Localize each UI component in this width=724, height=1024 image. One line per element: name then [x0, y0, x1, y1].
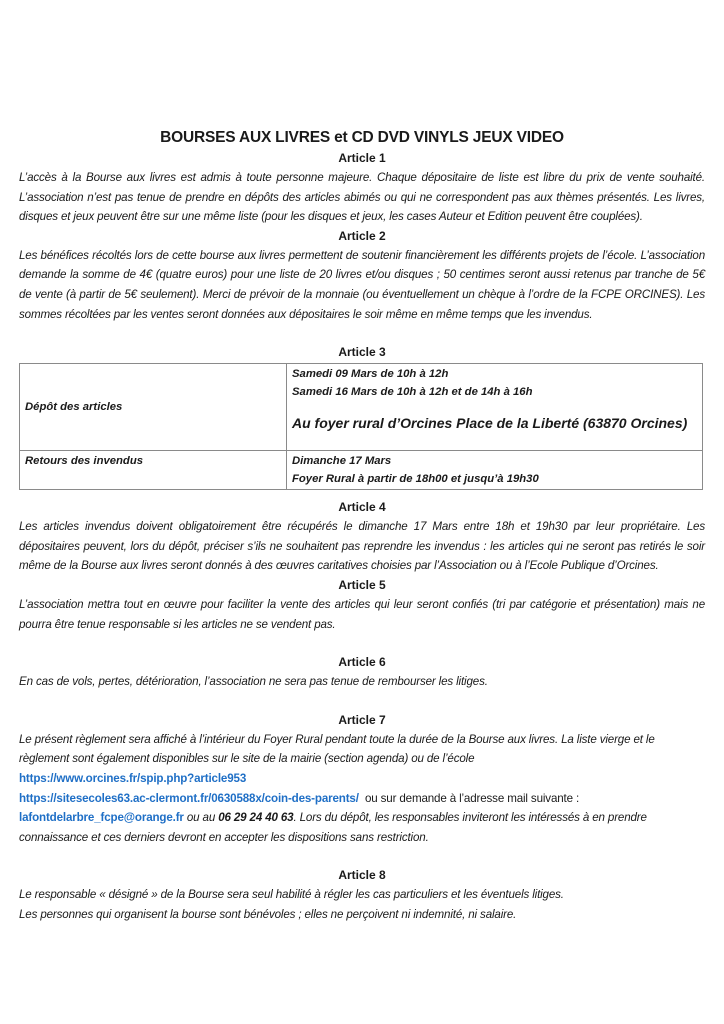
- article-text: Les articles invendus doivent obligatoirement être récupérés le dimanche 17 Mars entre 18h et 19h30 par leur propriétaire. Les dépositaires peuvent, lors du dépôt, préciser s’ils ne souhaitent pas reprendre les invendus : les articles qui ne seront pas retirés le soir même de la Bourse aux livres seront donnés à des œuvres caritatives choisies par l’Association ou à l’Ecole Publique d’Orcines.: [19, 520, 705, 573]
- table-row: [20, 364, 703, 451]
- row-label: Retours des invendus: [25, 455, 144, 468]
- table-cell-label: [20, 364, 287, 451]
- spacer: [19, 692, 705, 711]
- mairie-link[interactable]: https://www.orcines.fr/spip.php?article953: [19, 771, 247, 785]
- document-page: [19, 127, 705, 924]
- article-heading: Article 4: [338, 500, 386, 515]
- document-title: BOURSES AUX LIVRES et CD DVD VINYLS JEUX VIDEO: [160, 129, 564, 146]
- article-line: Les personnes qui organisent la bourse sont bénévoles ; elles ne perçoivent ni indemnité, ni salaire.: [19, 907, 517, 921]
- article-text: L’accès à la Bourse aux livres est admis à toute personne majeure. Chaque dépositaire de liste est libre du prix de vente souhaité. L’association n’est pas tenue de prendre en dépôts des articles abimés ou qui ne correspondent pas aux thèmes présentés. Les livres, disques et jeux peuvent être sur une même liste (pour les disques et jeux, les cases Auteur et Edition peuvent être couplées).: [19, 171, 705, 224]
- article-heading: Article 2: [338, 228, 386, 243]
- table-row: [20, 451, 703, 490]
- spacer: [19, 490, 705, 498]
- article-heading: Article 6: [338, 655, 386, 670]
- schedule-table: [19, 363, 703, 490]
- spacer: [19, 324, 705, 343]
- article-heading: Article 5: [338, 577, 386, 592]
- article-heading: Article 3: [338, 345, 386, 360]
- spacer: [19, 847, 705, 866]
- article-6: [19, 653, 705, 692]
- article-heading: Article 8: [338, 868, 386, 883]
- article-2: [19, 227, 705, 324]
- schedule-line: Samedi 09 Mars de 10h à 12h: [292, 368, 449, 381]
- email-link[interactable]: lafontdelarbre_fcpe@orange.fr: [19, 811, 184, 825]
- schedule-line: Samedi 16 Mars de 10h à 12h et de 14h à 16h: [292, 386, 533, 399]
- article-text: Le présent règlement sera affiché à l’intérieur du Foyer Rural pendant toute la durée de la Bourse aux livres. La liste vierge et le règlement sont également disponibles sur le site de la mairie (section agenda) ou de l’école: [19, 732, 655, 766]
- schedule-line: Foyer Rural à partir de 18h00 et jusqu’à 19h30: [292, 473, 539, 486]
- article-heading: Article 1: [338, 151, 386, 165]
- or-phone-text: ou au: [186, 811, 216, 825]
- links-block: [19, 769, 705, 847]
- phone-number: 06 29 24 40 63: [218, 811, 294, 825]
- article-7: [19, 711, 705, 848]
- article-4: [19, 498, 705, 576]
- table-cell-details: [287, 451, 703, 490]
- article-line: Le responsable « désigné » de la Bourse sera seul habilité à régler les cas particuliers et les éventuels litiges.: [19, 888, 564, 902]
- article-5: [19, 576, 705, 634]
- article-text: En cas de vols, pertes, détérioration, l’association ne sera pas tenue de rembourser les litiges.: [19, 675, 488, 689]
- table-cell-details: [287, 364, 703, 451]
- spacer: [19, 634, 705, 653]
- venue-address: Au foyer rural d’Orcines Place de la Liberté (63870 Orcines): [292, 415, 688, 432]
- article-text: Les bénéfices récoltés lors de cette bourse aux livres permettent de soutenir financièrement les différents projets de l’école. L’association demande la somme de 4€ (quatre euros) pour une liste de 20 livres et/ou disques ; 50 centimes seront aussi retenus par tranche de 5€ de vente (à partir de 5€ seulement). Merci de prévoir de la monnaie (ou éventuellement un chèque à l’ordre de la FCPE ORCINES). Les sommes récoltées par les ventes seront données aux dépositaires le soir même en même temps que les invendus.: [19, 248, 705, 321]
- closing-text: . Lors du dépôt, les responsables inviteront les intéressés à en prendre connaissance et ces derniers devront en accepter les dispositions sans restriction.: [19, 811, 647, 844]
- article-3: [19, 343, 705, 490]
- school-link-line: [19, 789, 705, 809]
- article-1: [19, 149, 705, 227]
- article-8: [19, 866, 705, 924]
- table-cell-label: [20, 451, 287, 490]
- article-heading: Article 7: [338, 712, 386, 727]
- article-text: L’association mettra tout en œuvre pour faciliter la vente des articles qui leur seront confiés (tri par catégorie et présentation) mais ne pourra être tenue responsable si les articles ne se vendent pas.: [19, 597, 705, 631]
- school-link[interactable]: https://sitesecoles63.ac-clermont.fr/0630588x/coin-des-parents/: [19, 791, 359, 805]
- schedule-line: Dimanche 17 Mars: [292, 455, 392, 468]
- row-label: Dépôt des articles: [25, 401, 123, 414]
- email-request-text: ou sur demande à l’adresse mail suivante :: [364, 791, 580, 805]
